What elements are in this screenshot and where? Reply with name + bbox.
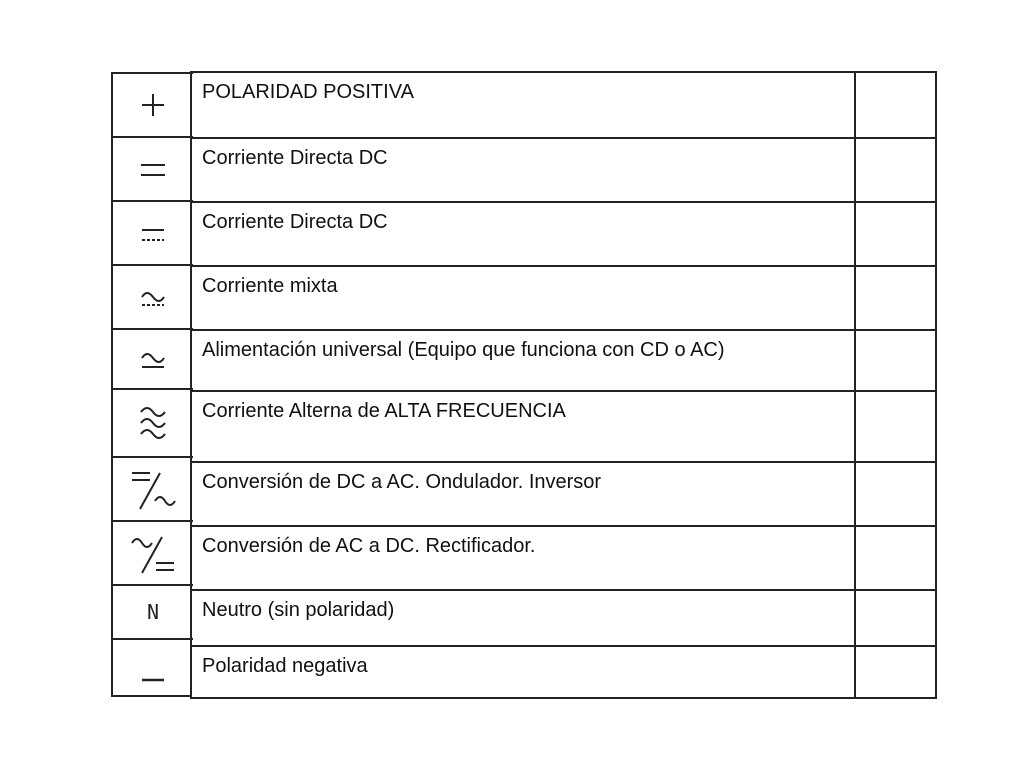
row-empty-cell <box>856 267 935 329</box>
symbol-column <box>111 72 192 697</box>
symbol-cell-neutral <box>113 584 193 638</box>
row-description: Polaridad negativa <box>192 647 856 697</box>
row-empty-cell <box>856 73 935 137</box>
dc-dashed-icon <box>133 213 173 253</box>
row-description: Corriente Alterna de ALTA FRECUENCIA <box>192 392 856 461</box>
table-row <box>192 525 935 589</box>
symbol-cell-dc-dashed <box>113 200 193 264</box>
table-row <box>192 201 935 265</box>
row-empty-cell <box>856 203 935 265</box>
universal-supply-icon <box>133 339 173 379</box>
symbol-cell-high-frequency <box>113 388 193 456</box>
symbol-cell-dc-to-ac <box>113 456 193 520</box>
symbol-cell-positive <box>113 72 193 136</box>
dc-double-line-icon <box>133 149 173 189</box>
row-description: Corriente Directa DC <box>192 203 856 265</box>
table-row <box>192 329 935 390</box>
positive-icon <box>133 85 173 125</box>
table-row <box>192 137 935 201</box>
table-row <box>192 461 935 525</box>
symbol-cell-universal <box>113 328 193 388</box>
table-row <box>192 265 935 329</box>
symbols-table <box>190 71 937 699</box>
row-empty-cell <box>856 331 935 390</box>
row-description: Corriente mixta <box>192 267 856 329</box>
row-description: Alimentación universal (Equipo que funciona con CD o AC) <box>192 331 856 390</box>
row-empty-cell <box>856 463 935 525</box>
dc-to-ac-icon <box>128 465 178 513</box>
symbol-cell-mixed <box>113 264 193 328</box>
row-empty-cell <box>856 527 935 589</box>
row-empty-cell <box>856 139 935 201</box>
row-description: Corriente Directa DC <box>192 139 856 201</box>
table-row <box>192 73 935 137</box>
table-row <box>192 390 935 461</box>
symbol-cell-dc <box>113 136 193 200</box>
symbol-cell-ac-to-dc <box>113 520 193 584</box>
table-row <box>192 645 935 697</box>
row-description: Conversión de DC a AC. Ondulador. Inversor <box>192 463 856 525</box>
neutral-icon: N <box>146 600 160 624</box>
row-empty-cell <box>856 392 935 461</box>
row-description: POLARIDAD POSITIVA <box>192 73 856 137</box>
row-empty-cell <box>856 591 935 645</box>
ac-to-dc-icon <box>128 529 178 577</box>
mixed-current-icon <box>133 277 173 317</box>
table-row <box>192 589 935 645</box>
row-description: Neutro (sin polaridad) <box>192 591 856 645</box>
row-description: Conversión de AC a DC. Rectificador. <box>192 527 856 589</box>
high-frequency-ac-icon <box>133 400 173 446</box>
negative-icon <box>133 648 173 688</box>
symbol-cell-negative <box>113 638 193 695</box>
row-empty-cell <box>856 647 935 697</box>
